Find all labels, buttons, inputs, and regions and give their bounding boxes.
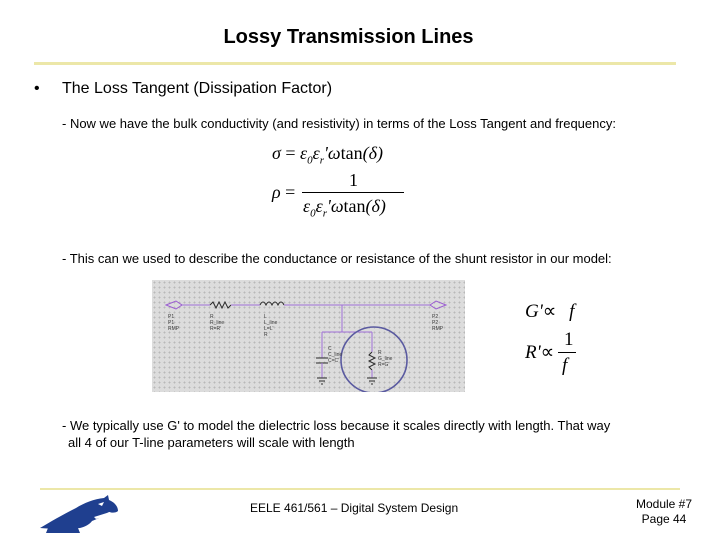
equals-sign: = <box>285 143 296 163</box>
footer-course-name: EELE 461/561 – Digital System Design <box>250 501 459 515</box>
schematic-drawing <box>152 280 465 392</box>
r-symbol: R' <box>525 342 541 363</box>
text-line-conductivity: - Now we have the bulk conductivity (and resistivity) in terms of the Loss Tangent and frequency: <box>62 116 616 131</box>
r-fraction-bar <box>558 352 576 353</box>
rho-symbol: ρ <box>272 182 281 202</box>
rho-denominator: $\varepsilon_0\varepsilon_r'\omega\tan(\delta)$ <box>303 196 386 220</box>
r-denominator: f <box>562 355 568 376</box>
footer-page: Page 44 <box>641 512 687 526</box>
sigma-equation: $\sigma = \varepsilon_0\varepsilon_r'\omega\tan(\delta)$ <box>272 143 383 167</box>
r-numerator: 1 <box>564 329 574 350</box>
bullet-marker: • <box>34 80 40 97</box>
text-line-dielectric: - We typically use G' to model the dielectric loss because it scales directly with length. That way <box>62 418 611 433</box>
shunt-model-schematic <box>152 280 465 392</box>
g-frequency: f <box>569 301 575 322</box>
text-line-scaling: all 4 of our T-line parameters will scale with length <box>68 435 355 450</box>
footer-module-page <box>628 497 700 527</box>
schematic-label-r: R R_line R=R' <box>210 314 225 332</box>
schematic-label-l: L L_line L=L' R <box>264 314 278 338</box>
g-proportional-equation <box>525 300 574 323</box>
g-symbol: G' <box>525 301 543 322</box>
proportional-sign: ∝ <box>542 301 557 322</box>
equals-sign-2: = <box>285 182 296 202</box>
proportional-sign-2: ∝ <box>540 342 555 363</box>
r-proportional-equation <box>525 341 554 364</box>
title-underline <box>34 62 676 65</box>
schematic-label-g: R G_line R=G' <box>378 350 393 368</box>
footer-module: Module #7 <box>635 497 693 511</box>
bobcat-logo <box>38 495 120 535</box>
bobcat-logo-graphic <box>38 495 120 535</box>
schematic-label-p1: P1 P1 RMP <box>168 314 180 332</box>
sigma-symbol: σ <box>272 143 281 163</box>
footer-rule <box>40 488 680 490</box>
rho-numerator: 1 <box>349 170 358 190</box>
rho-equation-lhs <box>272 182 295 203</box>
schematic-label-p2: P2 P2 RMP <box>432 314 444 332</box>
slide-title: Lossy Transmission Lines <box>223 26 474 48</box>
bullet-heading: The Loss Tangent (Dissipation Factor) <box>62 80 333 97</box>
rho-fraction-bar <box>302 192 404 193</box>
schematic-label-c: C C_line C=C' <box>328 346 343 364</box>
text-line-shunt: - This can we used to describe the conductance or resistance of the shunt resistor in our model: <box>62 251 612 266</box>
